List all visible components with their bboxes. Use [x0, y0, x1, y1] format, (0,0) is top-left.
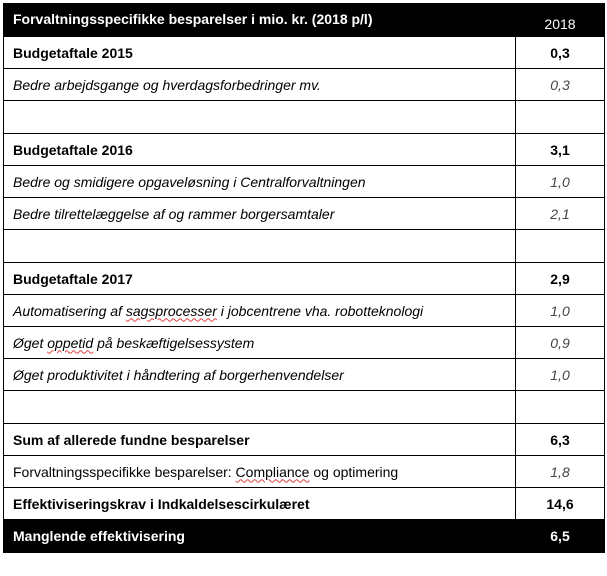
table-row [4, 359, 605, 391]
row-label: Budgetaftale 2015 [4, 37, 516, 69]
table-title: Forvaltningsspecifikke besparelser i mio. kr. (2018 p/l) [4, 4, 516, 37]
table-row [4, 37, 605, 69]
row-value: 0,3 [516, 37, 605, 69]
row-label [4, 456, 516, 488]
row-value: 0,9 [516, 327, 605, 359]
row-label [4, 101, 516, 134]
blank-row [4, 391, 605, 424]
row-value: 6,3 [516, 424, 605, 456]
savings-table-container [3, 3, 604, 553]
label-text: Øget [13, 334, 48, 351]
requirement-row [4, 488, 605, 520]
row-value: 1,0 [516, 359, 605, 391]
row-label [4, 327, 516, 359]
row-label: Effektiviseringskrav i Indkaldelsescirkulæret [4, 488, 516, 520]
label-text: i jobcentrene vha. robotteknologi [216, 302, 424, 319]
spellcheck-word: Compliance [235, 463, 310, 480]
row-value: 1,0 [516, 295, 605, 327]
table-row [4, 295, 605, 327]
row-value: 14,6 [516, 488, 605, 520]
table-row [4, 327, 605, 359]
footer-value: 6,5 [516, 520, 605, 553]
label-text: Automatisering af [13, 302, 126, 319]
row-value: 0,3 [516, 69, 605, 101]
table-footer-row [4, 520, 605, 553]
row-value [516, 101, 605, 134]
row-label [4, 230, 516, 263]
row-label: Øget produktivitet i håndtering af borgerhenvendelser [4, 359, 516, 391]
label-text: på beskæftigelsessystem [93, 334, 255, 351]
blank-row [4, 230, 605, 263]
row-value [516, 230, 605, 263]
savings-table [3, 3, 605, 553]
spellcheck-word: oppetid [47, 334, 94, 351]
row-label: Budgetaftale 2016 [4, 134, 516, 166]
spellcheck-word: sagsprocesser [125, 302, 217, 319]
row-label: Bedre arbejdsgange og hverdagsforbedringer mv. [4, 69, 516, 101]
row-label: Sum af allerede fundne besparelser [4, 424, 516, 456]
table-row [4, 198, 605, 230]
row-label [4, 295, 516, 327]
year-header: 2018 [516, 4, 605, 37]
footer-label: Manglende effektivisering [4, 520, 516, 553]
table-row [4, 134, 605, 166]
table-row [4, 69, 605, 101]
label-text: og optimering [309, 463, 399, 480]
table-row [4, 263, 605, 295]
table-row [4, 456, 605, 488]
row-value [516, 391, 605, 424]
row-value: 2,1 [516, 198, 605, 230]
row-value: 1,8 [516, 456, 605, 488]
row-label: Budgetaftale 2017 [4, 263, 516, 295]
row-value: 1,0 [516, 166, 605, 198]
table-header-row [4, 4, 605, 37]
sum-row [4, 424, 605, 456]
row-value: 2,9 [516, 263, 605, 295]
table-row [4, 166, 605, 198]
row-label: Bedre og smidigere opgaveløsning i Centralforvaltningen [4, 166, 516, 198]
label-text: Forvaltningsspecifikke besparelser: [13, 463, 236, 480]
row-label [4, 391, 516, 424]
blank-row [4, 101, 605, 134]
row-label: Bedre tilrettelæggelse af og rammer borgersamtaler [4, 198, 516, 230]
row-value: 3,1 [516, 134, 605, 166]
